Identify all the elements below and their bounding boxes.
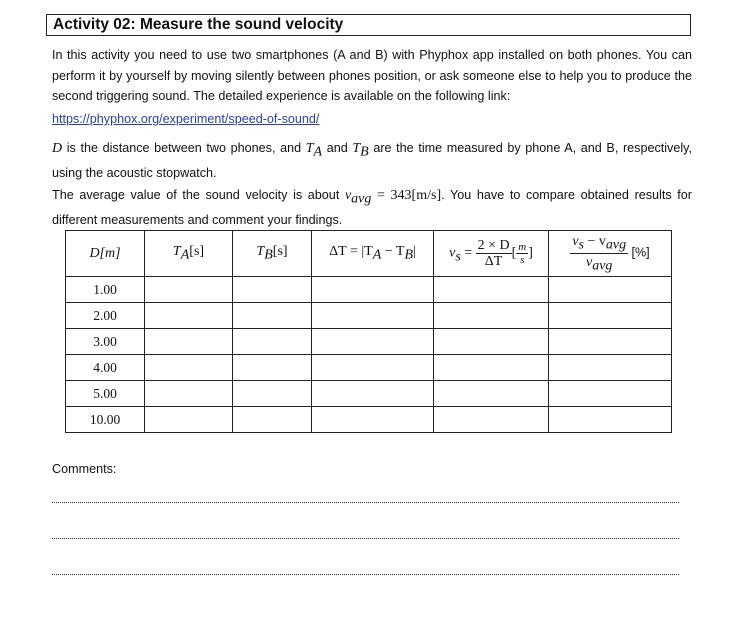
average-value: = 343[m/s] [371,188,442,203]
distance-cell: 5.00 [66,381,145,407]
table-row [66,277,672,303]
header-d-label: D[m] [89,246,121,261]
header-ta-sub: A [180,247,190,263]
dt-cell[interactable] [312,407,434,433]
comments-label: Comments: [52,462,117,476]
dt-cell[interactable] [312,381,434,407]
table-row [66,381,672,407]
ta-cell[interactable] [145,407,233,433]
ta-cell[interactable] [145,277,233,303]
tb-cell[interactable] [233,407,312,433]
vs-cell[interactable] [434,303,549,329]
comment-line-2[interactable] [52,538,679,539]
error-cell[interactable] [549,381,672,407]
distance-cell: 10.00 [66,407,145,433]
header-d [66,231,145,277]
header-vs-var: v [449,245,456,261]
vs-cell[interactable] [434,407,549,433]
var-ta: T [305,141,314,156]
header-dt [312,231,434,277]
header-tb-sub: B [264,247,273,263]
header-ta-unit: [s] [189,244,205,260]
header-vs-denominator: ΔT [484,254,503,269]
dt-cell[interactable] [312,303,434,329]
header-dt-sub2: B [404,247,414,263]
table-row [66,407,672,433]
link-line [52,109,692,130]
vs-cell[interactable] [434,355,549,381]
error-cell[interactable] [549,355,672,381]
header-tb-unit: [s] [272,244,288,260]
dt-cell[interactable] [312,329,434,355]
ta-cell[interactable] [145,329,233,355]
average-part1: The average value of the sound velocity is about [52,188,345,202]
header-dt-part1: ΔT = |T [329,244,373,260]
header-vs-eq: = [460,245,473,261]
definition-paragraph [52,138,692,184]
phyphox-link[interactable]: https://phyphox.org/experiment/speed-of-sound/ [52,112,320,126]
header-dt-mid: − T [381,244,405,260]
distance-cell: 1.00 [66,277,145,303]
header-vs-unit-num: m [518,241,527,253]
error-cell[interactable] [549,303,672,329]
tb-cell[interactable] [233,355,312,381]
intro-paragraph: In this activity you need to use two smartphones (A and B) with Phyphox app installed on both phones. You can perform it by yourself by moving silently between phones position, or ask someone else to help you to produce the second triggering sound. The detailed experience is available on the following link: [52,48,692,103]
tb-cell[interactable] [233,381,312,407]
header-vs-fraction [476,238,512,269]
error-cell[interactable] [549,407,672,433]
header-tb-var: T [256,244,265,260]
distance-cell: 4.00 [66,355,145,381]
ta-cell[interactable] [145,381,233,407]
var-vavg: v [344,188,352,203]
vs-cell[interactable] [434,329,549,355]
dt-cell[interactable] [312,277,434,303]
ta-cell[interactable] [145,303,233,329]
header-error-unit: [%] [631,245,650,260]
sub-avg: avg [351,191,372,207]
table-row [66,355,672,381]
tb-cell[interactable] [233,277,312,303]
average-part2: . You have to compare obtained results for different measurements and comment your findings. [52,188,692,228]
average-paragraph [52,185,692,231]
var-d: D [52,141,63,156]
table-header-row [66,231,672,277]
header-vs-sub: s [455,249,461,265]
table-row [66,303,672,329]
header-error-numerator: $v_s - v_{avg}$ [572,234,627,253]
header-vs-numerator: 2 × D [477,238,510,253]
header-error-denominator: $v_{avg}$ [585,255,613,274]
header-ta-var: T [172,244,181,260]
definition-part3: are the time measured by phone A, and B, respectively, using the acoustic stopwatch. [52,141,693,181]
table-row [66,329,672,355]
header-vs-unit-close: ] [528,245,533,261]
vs-cell[interactable] [434,381,549,407]
header-ta [145,231,233,277]
tb-cell[interactable] [233,303,312,329]
distance-cell: 2.00 [66,303,145,329]
header-vs-unit-open: [ [511,245,517,261]
sub-b: B [360,144,369,160]
header-error [549,231,672,277]
error-cell[interactable] [549,277,672,303]
header-dt-sub1: A [372,247,382,263]
header-vs-unit-fraction [516,241,528,266]
ta-cell[interactable] [145,355,233,381]
comment-line-1[interactable] [52,502,679,503]
var-tb: T [352,141,361,156]
vs-cell[interactable] [434,277,549,303]
header-vs-unit-den: s [520,254,525,266]
header-tb [233,231,312,277]
sub-a: A [313,144,323,160]
dt-cell[interactable] [312,355,434,381]
header-dt-end: | [413,244,416,260]
definition-part2: and [322,141,353,155]
distance-cell: 3.00 [66,329,145,355]
definition-part1: is the distance between two phones, and [62,141,306,155]
measurement-table [65,230,672,433]
error-cell[interactable] [549,329,672,355]
comment-line-3[interactable] [52,574,679,575]
activity-title: Activity 02: Measure the sound velocity [46,14,691,36]
header-error-fraction [570,233,628,273]
tb-cell[interactable] [233,329,312,355]
header-vs [434,231,549,277]
